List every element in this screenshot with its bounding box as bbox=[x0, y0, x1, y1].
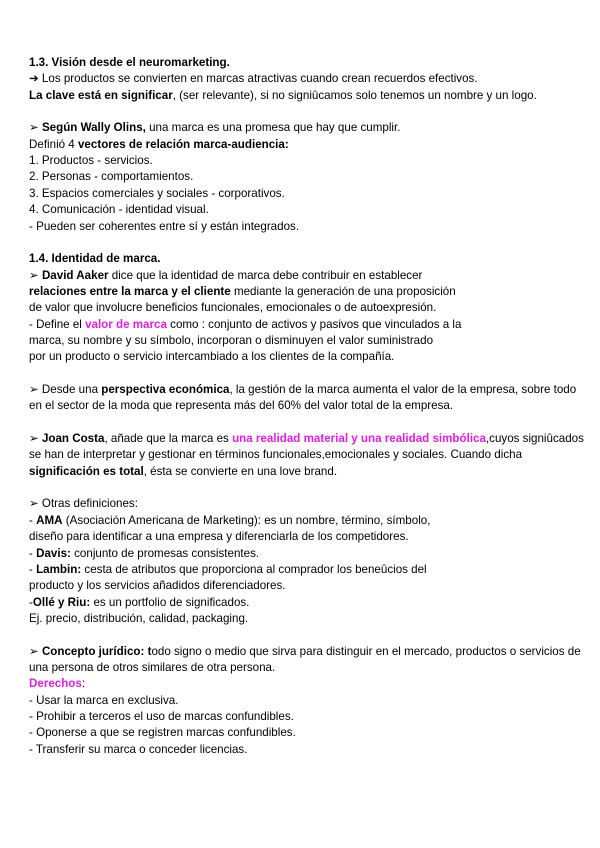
text-segment: ➔ Los productos se convierten en marcas atractivas cuando crean recuerdos efectivos. bbox=[29, 72, 478, 86]
text-segment: una persona de otros similares de otra persona. bbox=[29, 660, 276, 674]
text-segment: de valor que involucre beneficios funcionales, emocionales o de autoexpresión. bbox=[29, 301, 437, 315]
text-segment: - bbox=[29, 513, 37, 527]
text-segment: marca, su nombre y su símbolo, incorporan o disminuyen el valor suministrado bbox=[29, 333, 434, 347]
text-line bbox=[29, 138, 289, 153]
bold-text: Davis: bbox=[36, 546, 71, 560]
text-line bbox=[29, 399, 453, 414]
text-line bbox=[29, 301, 436, 316]
bold-text: La clave está en significar bbox=[29, 88, 173, 102]
text-line bbox=[29, 694, 178, 709]
text-segment: , ésta se convierte en una love brand. bbox=[143, 464, 338, 478]
text-segment: 3. Espacios comerciales y sociales - corporativos. bbox=[29, 186, 285, 200]
text-segment: (Asociación Americana de Marketing): es un nombre, término, símbolo, bbox=[62, 513, 431, 527]
text-line bbox=[29, 56, 230, 71]
text-line bbox=[29, 285, 456, 300]
text-segment: por un producto o servicio intercambiado a los clientes de la compañía. bbox=[29, 350, 395, 364]
text-segment: en el sector de la moda que representa más del 60% del valor total de la empresa. bbox=[29, 399, 454, 413]
text-segment: diseño para identificar a una empresa y diferenciarla de los competidores. bbox=[29, 530, 409, 544]
text-segment: - bbox=[29, 546, 37, 560]
text-line bbox=[29, 170, 193, 185]
text-line bbox=[29, 383, 576, 398]
text-line bbox=[29, 334, 433, 349]
bold-text: David Aaker bbox=[41, 268, 109, 282]
text-segment: 4. Comunicación - identidad visual. bbox=[29, 203, 209, 217]
text-line bbox=[29, 530, 409, 545]
bold-text: Según Wally Olins, bbox=[41, 121, 146, 135]
bold-text: Concepto jurídico: t bbox=[41, 644, 152, 658]
text-segment: cesta de atributos que proporciona al comprador los beneûcios del bbox=[81, 562, 427, 576]
text-segment: mediante la generación de una proposición bbox=[230, 284, 456, 298]
text-segment: Definió 4 bbox=[29, 137, 78, 151]
text-segment: - Define el bbox=[29, 317, 86, 331]
text-segment: una marca es una promesa que hay que cumplir. bbox=[145, 121, 401, 135]
text-segment: - bbox=[29, 562, 37, 576]
text-line bbox=[29, 203, 209, 218]
text-line bbox=[29, 710, 294, 725]
text-segment: , la gestión de la marca aumenta el valor de la empresa, sobre todo bbox=[229, 383, 577, 396]
bold-text: perspectiva económica bbox=[101, 383, 230, 396]
text-segment: ➢ Desde una bbox=[29, 383, 102, 396]
text-segment: , añade que la marca es bbox=[104, 432, 233, 446]
text-segment: - Pueden ser coherentes entre sí y están integrados. bbox=[29, 219, 300, 233]
text-line bbox=[29, 563, 427, 578]
text-line bbox=[29, 547, 259, 562]
text-line bbox=[29, 121, 400, 136]
text-segment: ➢ bbox=[29, 121, 42, 135]
text-segment: - Usar la marca en exclusiva. bbox=[29, 693, 179, 707]
text-line bbox=[29, 645, 581, 660]
highlighted-text: una realidad material y una realidad simbólica bbox=[232, 432, 486, 446]
text-line bbox=[29, 497, 138, 512]
bold-text: vectores de relación marca-audiencia: bbox=[77, 137, 289, 151]
text-line bbox=[29, 743, 247, 758]
text-segment: Ej. precio, distribución, calidad, packaging. bbox=[29, 611, 249, 625]
text-line bbox=[29, 252, 160, 267]
text-segment: se han de interpretar y gestionar en términos funcionales,emocionales y sociales. Cuando dicha bbox=[29, 448, 523, 462]
text-segment: dice que la identidad de marca debe contribuir en establecer bbox=[108, 268, 423, 282]
text-line bbox=[29, 269, 422, 284]
text-segment: 2. Personas - comportamientos. bbox=[29, 170, 194, 184]
text-line bbox=[29, 514, 430, 529]
highlighted-text: Derechos bbox=[29, 677, 82, 691]
text-line bbox=[29, 318, 461, 333]
text-line bbox=[29, 220, 299, 235]
text-segment: - Transferir su marca o conceder licencias. bbox=[29, 742, 248, 756]
bold-text: relaciones entre la marca y el cliente bbox=[29, 284, 231, 298]
text-segment: - bbox=[29, 595, 33, 609]
text-segment: ➢ bbox=[29, 432, 42, 446]
text-line bbox=[29, 612, 248, 627]
text-line bbox=[29, 596, 249, 611]
text-line bbox=[29, 579, 286, 594]
bold-text: 1.4. Identidad de marca. bbox=[29, 252, 161, 266]
text-line bbox=[29, 726, 296, 741]
text-segment: es un portfolio de significados. bbox=[90, 595, 250, 609]
highlighted-text: valor de marca bbox=[85, 317, 167, 331]
text-segment: ,cuyos signiûcados bbox=[485, 432, 584, 446]
text-segment: odo signo o medio que sirva para distinguir en el mercado, productos o servicios de bbox=[151, 644, 581, 658]
text-segment: ➢ Otras definiciones: bbox=[29, 497, 138, 511]
bold-text: 1.3. Visión desde el neuromarketing. bbox=[29, 56, 230, 69]
text-line bbox=[29, 448, 522, 463]
text-segment: - Oponerse a que se registren marcas confundibles. bbox=[29, 726, 296, 740]
text-segment: como : conjunto de activos y pasivos que vinculados a la bbox=[166, 317, 462, 331]
text-line bbox=[29, 72, 478, 87]
text-line bbox=[29, 154, 153, 169]
text-segment: - Prohibir a terceros el uso de marcas confundibles. bbox=[29, 710, 294, 723]
text-line bbox=[29, 661, 275, 676]
text-segment: producto y los servicios añadidos diferenciadores. bbox=[29, 579, 286, 593]
text-line bbox=[29, 465, 337, 480]
text-line bbox=[29, 187, 285, 202]
bold-text: Lambin: bbox=[36, 562, 82, 576]
text-line bbox=[29, 432, 584, 447]
text-segment: conjunto de promesas consistentes. bbox=[70, 546, 260, 560]
bold-text: Ollé y Riu: bbox=[32, 595, 91, 609]
text-line bbox=[29, 89, 537, 104]
text-segment: , (ser relevante), si no signiûcamos solo tenemos un nombre y un logo. bbox=[172, 88, 537, 102]
bold-text: significación es total bbox=[29, 464, 144, 478]
text-segment: : bbox=[81, 677, 86, 691]
bold-text: AMA bbox=[36, 513, 63, 527]
text-segment: ➢ bbox=[29, 644, 42, 658]
text-segment: 1. Productos - servicios. bbox=[29, 154, 153, 168]
text-segment: ➢ bbox=[29, 268, 42, 282]
text-line bbox=[29, 677, 85, 692]
bold-text: Joan Costa bbox=[41, 432, 105, 446]
text-line bbox=[29, 350, 394, 365]
